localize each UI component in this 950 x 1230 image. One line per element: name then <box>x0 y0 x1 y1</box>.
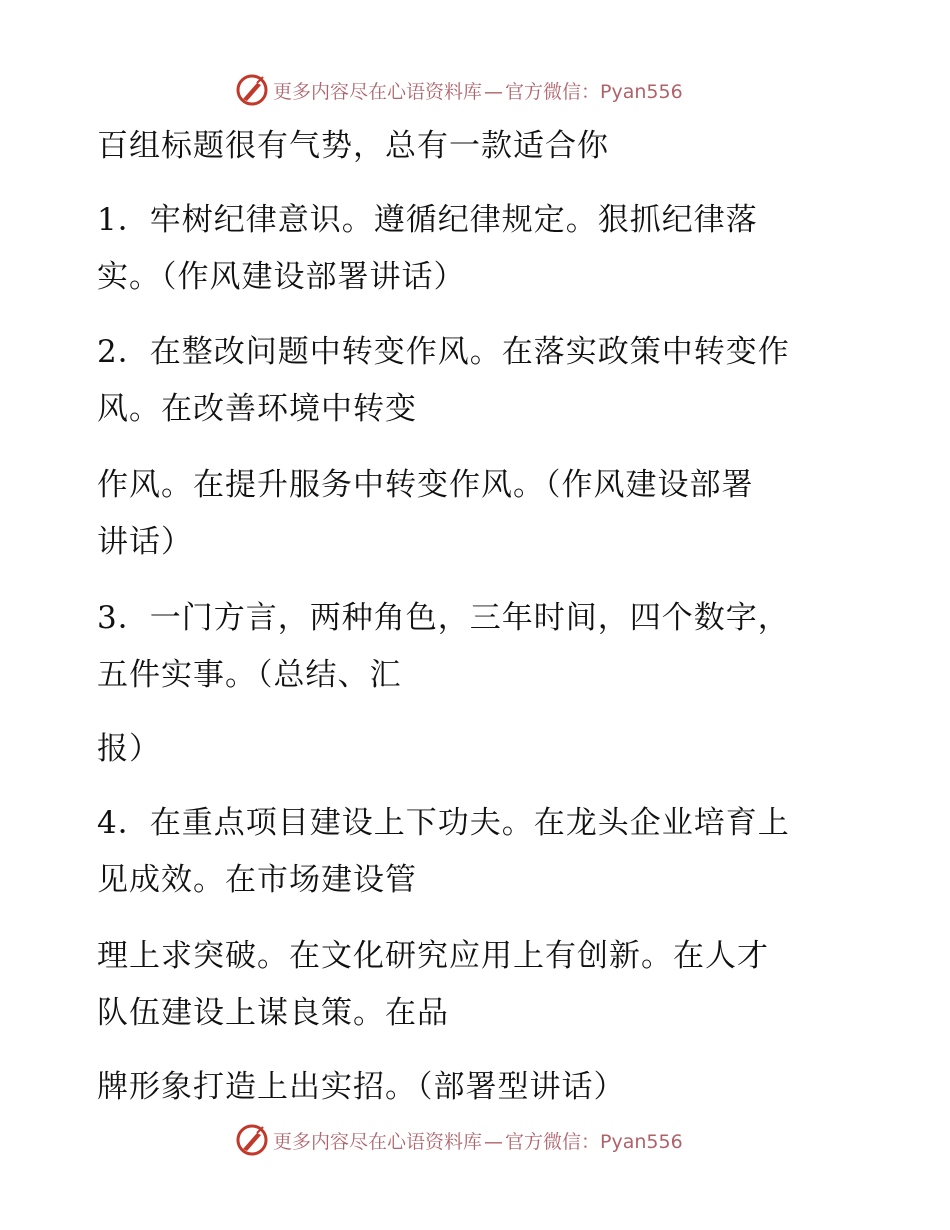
text-line: 讲话） <box>97 524 193 560</box>
quill-circle-icon <box>235 73 269 107</box>
document-title: 百组标题很有气势，总有一款适合你 <box>97 128 609 164</box>
text-line: 1．牢树纪律意识。遵循纪律规定。狠抓纪律落 <box>97 202 758 238</box>
text-line: 理上求突破。在文化研究应用上有创新。在人才 <box>97 938 769 974</box>
text-line: 报） <box>97 731 161 767</box>
text-line: 队伍建设上谋良策。在品 <box>97 995 449 1031</box>
text-line: 风。在改善环境中转变 <box>97 391 417 427</box>
text-line: 作风。在提升服务中转变作风。（作风建设部署 <box>97 467 754 503</box>
text-line: 实。（作风建设部署讲话） <box>97 259 466 295</box>
text-line: 3．一门方言，两种角色，三年时间，四个数字， <box>97 600 790 636</box>
text-line: 牌形象打造上出实招。（部署型讲话） <box>97 1069 626 1105</box>
text-line: 2．在整改问题中转变作风。在落实政策中转变作 <box>97 334 790 370</box>
watermark-footer <box>235 1120 683 1160</box>
watermark-header <box>235 70 683 110</box>
text-line: 五件实事。（总结、汇 <box>97 657 402 693</box>
watermark-text: 更多内容尽在心语资料库 — 官方微信：Pyan556 <box>273 80 683 103</box>
text-line: 4．在重点项目建设上下功夫。在龙头企业培育上 <box>97 805 790 841</box>
text-line: 见成效。在市场建设管 <box>97 862 417 898</box>
quill-circle-icon <box>235 1123 269 1157</box>
watermark-text: 更多内容尽在心语资料库 — 官方微信：Pyan556 <box>273 1130 683 1153</box>
